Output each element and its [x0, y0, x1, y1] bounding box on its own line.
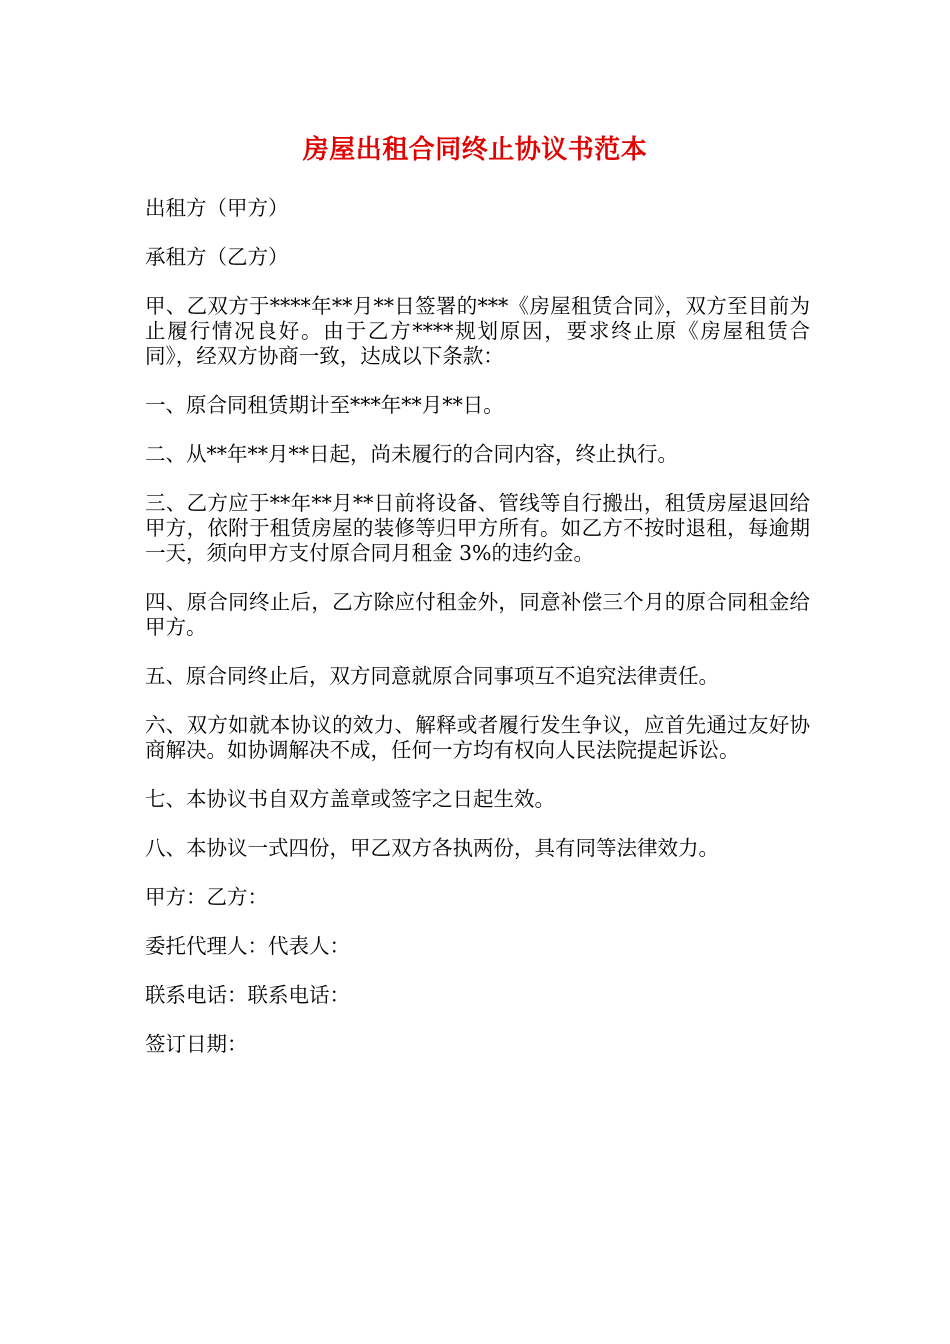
- document-title: 房屋出租合同终止协议书范本: [302, 135, 648, 165]
- signature-agents: 委托代理人：代表人：: [145, 934, 350, 958]
- clause-3: 三、乙方应于**年**月**日前将设备、管线等自行搬出，租赁房屋退回给甲方，依附于租赁房屋的装修等归甲方所有。如乙方不按时退租，每逾期一天，须向甲方支付原合同月租金 3%的违约金。: [145, 491, 810, 565]
- document-body: [145, 196, 810, 1081]
- clause-7: 七、本协议书自双方盖章或签字之日起生效。: [145, 787, 555, 811]
- signature-date: 签订日期：: [145, 1032, 248, 1056]
- lessee-line: 承租方（乙方）: [145, 245, 289, 269]
- lessor-line: 出租方（甲方）: [145, 196, 289, 220]
- clause-8: 八、本协议一式四份，甲乙双方各执两份，具有同等法律效力。: [145, 836, 719, 860]
- clause-4: 四、原合同终止后，乙方除应付租金外，同意补偿三个月的原合同租金给甲方。: [145, 590, 810, 639]
- clause-2: 二、从**年**月**日起，尚未履行的合同内容，终止执行。: [145, 442, 678, 466]
- clause-1: 一、原合同租赁期计至***年**月**日。: [145, 393, 504, 417]
- clause-5: 五、原合同终止后，双方同意就原合同事项互不追究法律责任。: [145, 664, 719, 688]
- signature-phones: 联系电话：联系电话：: [145, 983, 350, 1007]
- clause-6: 六、双方如就本协议的效力、解释或者履行发生争议，应首先通过友好协商解决。如协调解决不成，任何一方均有权向人民法院提起诉讼。: [145, 713, 810, 762]
- intro-paragraph: 甲、乙双方于****年**月**日签署的***《房屋租赁合同》，双方至目前为止履行情况良好。由于乙方****规划原因，要求终止原《房屋租赁合同》，经双方协商一致，达成以下条款：: [145, 294, 810, 368]
- signature-parties: 甲方：乙方：: [145, 885, 268, 909]
